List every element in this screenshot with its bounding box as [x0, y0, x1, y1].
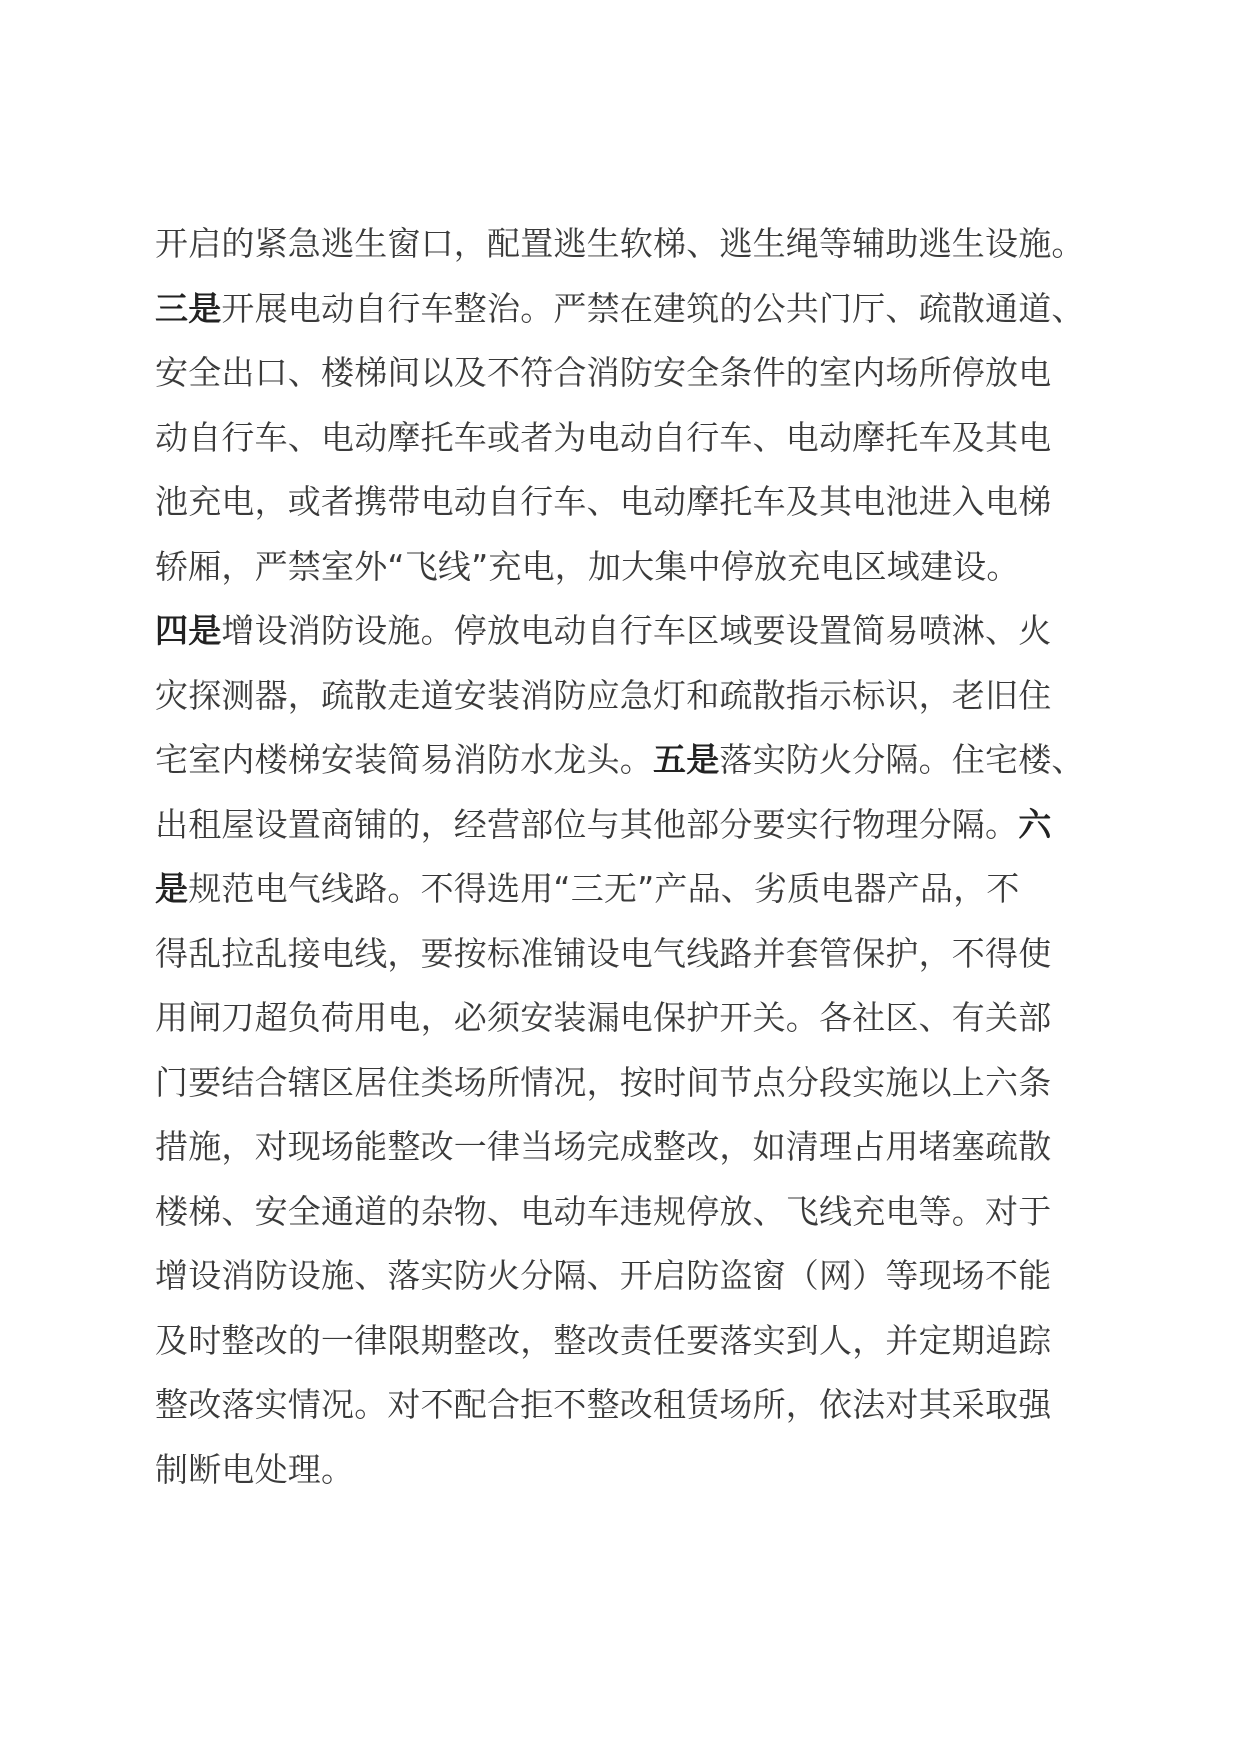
- text-run: 得乱拉乱接电线，要按标准铺设电气线路并套管保护，不得使: [155, 933, 1052, 973]
- text-line: [155, 793, 1100, 858]
- text-run: 落实防火分隔。住宅楼、: [719, 740, 1085, 779]
- text-run: 宅室内楼梯安装简易消防水龙头。: [155, 740, 653, 779]
- text-run: 及时整改的一律限期整改，整改责任要落实到人，并定期追踪: [155, 1320, 1052, 1360]
- text-line: [155, 1373, 1100, 1438]
- text-line: [155, 664, 1100, 729]
- text-run: 开启的紧急逃生窗口，配置逃生软梯、逃生绳等辅助逃生设施。: [155, 224, 1085, 263]
- body-paragraph: [155, 212, 1100, 1502]
- text-run: 灾探测器，疏散走道安装消防应急灯和疏散指示标识，老旧住: [155, 675, 1052, 715]
- text-line: [155, 1051, 1100, 1116]
- text-run: 安全出口、楼梯间以及不符合消防安全条件的室内场所停放电: [155, 353, 1052, 392]
- text-line: [155, 728, 1100, 793]
- text-run: 整改落实情况。对不配合拒不整改租赁场所，依法对其采取强: [155, 1385, 1052, 1424]
- text-run: 楼梯、安全通道的杂物、电动车违规停放、飞线充电等。对于: [155, 1191, 1052, 1231]
- text-line: [155, 277, 1100, 342]
- text-run: 增设消防设施、落实防火分隔、开启防盗窗（网）等现场不能: [155, 1256, 1052, 1295]
- text-line: [155, 986, 1100, 1051]
- text-line: [155, 212, 1100, 277]
- text-run: 门要结合辖区居住类场所情况，按时间节点分段实施以上六条: [155, 1062, 1052, 1102]
- text-line: [155, 857, 1100, 922]
- text-line: [155, 470, 1100, 535]
- text-line: [155, 341, 1100, 406]
- text-run: 规范电气线路。不得选用“三无”产品、劣质电器产品，不: [188, 869, 1020, 908]
- text-line: [155, 1438, 1100, 1503]
- text-line: [155, 535, 1100, 600]
- text-line: [155, 1244, 1100, 1309]
- text-run: 用闸刀超负荷用电，必须安装漏电保护开关。各社区、有关部: [155, 998, 1052, 1037]
- text-run: 池充电，或者携带电动自行车、电动摩托车及其电池进入电梯: [155, 482, 1052, 521]
- emphasis-run: 六: [1018, 804, 1052, 844]
- text-run: 措施，对现场能整改一律当场完成整改，如清理占用堵塞疏散: [155, 1127, 1052, 1166]
- emphasis-run: 四是: [155, 611, 222, 650]
- text-run: 开展电动自行车整治。严禁在建筑的公共门厅、疏散通道、: [221, 288, 1085, 328]
- text-run: 制断电处理。: [155, 1449, 355, 1489]
- text-line: [155, 1180, 1100, 1245]
- emphasis-run: 三是: [155, 288, 222, 328]
- text-line: [155, 1309, 1100, 1374]
- text-line: [155, 922, 1100, 987]
- text-run: 出租屋设置商铺的，经营部位与其他部分要实行物理分隔。: [155, 804, 1019, 844]
- text-run: 增设消防设施。停放电动自行车区域要设置简易喷淋、火: [221, 611, 1052, 650]
- emphasis-run: 是: [155, 869, 189, 908]
- text-run: 轿厢，严禁室外“飞线”充电，加大集中停放充电区域建设。: [155, 546, 1020, 586]
- text-run: 动自行车、电动摩托车或者为电动自行车、电动摩托车及其电: [155, 417, 1052, 457]
- text-line: [155, 599, 1100, 664]
- emphasis-run: 五是: [653, 740, 720, 779]
- text-line: [155, 406, 1100, 471]
- text-line: [155, 1115, 1100, 1180]
